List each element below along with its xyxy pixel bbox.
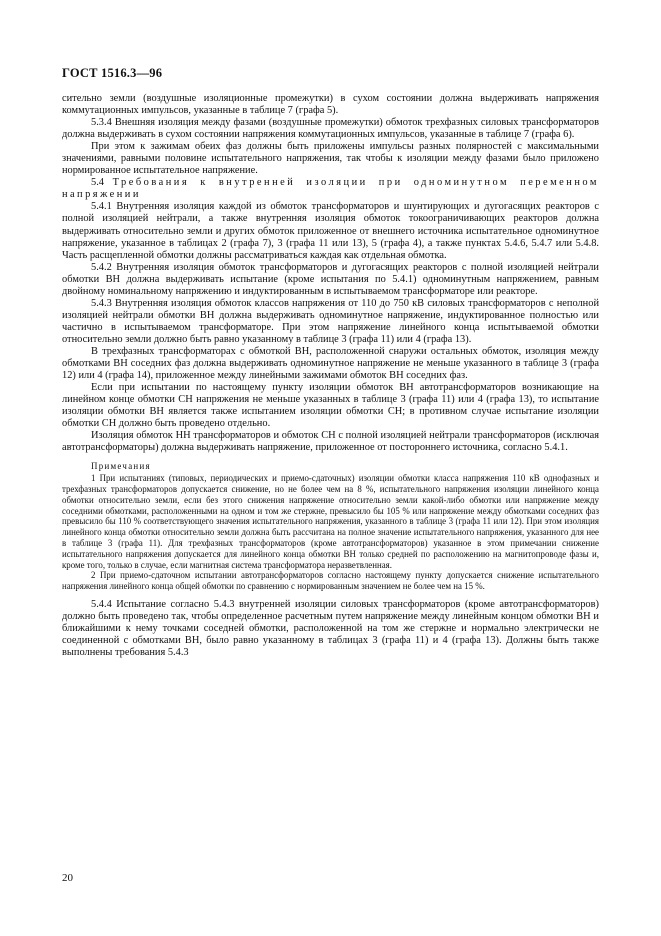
paragraph-5-4-4: 5.4.4 Испытание согласно 5.4.3 внутренней изоляции силовых трансформаторов (кроме автотрансформаторов) должно быть проведено так, чтобы определенное расчетным путем напряжение между линейным концом обмотки ВН и ближайшими к нему точками соседней обмотки, расположенной на том же стержне и нормально электрически не соединенной с обмотками ВН, было равно указанному в таблицах 3 (графа 11) и 4 (графа 13). Должны быть также выполнены требования 5.4.3 [62,598,599,659]
note-1: 1 При испытаниях (типовых, периодических и приемо-сдаточных) изоляции обмотки класса напряжения 110 кВ однофазных и трехфазных трансформаторов допускается снижение, но не более чем на 8 %, испытательного напряжения изоляции линейного конца обмотки относительно земли, если без этого снижения напряжение относительно земли какой-либо обмотки или напряжение между соседними обмотками, расположенными на одном и том же стержне, превысило бы 105 % или напряжение между обмотками соседних фаз превысило бы 110 % соответствующего значения испытательного напряжения, указанного в таблице 3 (графа 11 или 12). При этом изоляция линейного конца обмотки относительно земли должна быть рассчитана на полное значение испытательного напряжения, указанного для нее в таблице 3 (графа 11). Для трехфазных трансформаторов (кроме автотрансформаторов) указанное в этом примечании снижение испытательного напряжения допускается для линейного конца обмотки ВН только средней по расположению на магнитопроводе фазы и, кроме того, только в случае, если магнитная система трансформатора неразветвленная. [62,473,599,570]
paragraph-low-voltage: Изоляция обмоток НН трансформаторов и обмоток СН с полной изоляцией нейтрали трансформаторов (исключая автотрансформаторы) должна выдерживать напряжение, приложенное от постороннего источника, согласно 5.4.1. [62,430,599,454]
section-title: Требования к внутренней изоляции при одноминутном переменном напряжении [62,177,599,201]
document-body [62,93,599,659]
paragraph-three-phase: В трехфазных трансформаторах с обмоткой ВН, расположенной снаружи остальных обмоток, изоляция между обмотками ВН соседних фаз должна выдерживать одноминутное напряжение не меньше указанного в таблице 3 (графа 12) или 4 (графа 14), приложенное между линейными зажимами обмоток ВН соседних фаз. [62,345,599,382]
note-2: 2 При приемо-сдаточном испытании автотрансформаторов согласно настоящему пункту допускается снижение испытательного напряжения линейного конца общей обмотки по сравнению с нормированным значением не более чем на 15 %. [62,570,599,592]
section-heading-5-4 [62,177,599,201]
notes-block [62,461,599,592]
notes-title: Примечания [91,461,151,472]
paragraph-5-4-2: 5.4.2 Внутренняя изоляция обмоток трансформаторов и дугогасящих реакторов с полной изоляцией нейтрали обмотки ВН должна выдерживать испытание (кроме испытания по 5.4.1) одноминутным напряжением, равным двойному номинальному напряжению и индуктированным в испытываемом трансформаторе или реакторе. [62,261,599,297]
document-code: ГОСТ 1516.3—96 [62,66,163,80]
page-number: 20 [62,872,73,884]
paragraph-5-3-4: 5.3.4 Внешняя изоляция между фазами (воздушные промежутки) обмоток трехфазных силовых трансформаторов должна выдерживать в сухом состоянии напряжения коммутационных импульсов, указанные в таблице 7 (графа 6). [62,117,599,141]
paragraph-autotransformers: Если при испытании по настоящему пункту изоляции обмоток ВН автотрансформаторов возникающие на линейном конце обмотки СН напряжения не меньше указанных в таблице 3 (графа 11) или 4 (графа 13), то испытание изоляции обмотки ВН является также испытанием изоляции обмотки СН; в противном случае испытание изоляции обмотки СН должно быть проведено отдельно. [62,382,599,430]
section-number: 5.4 [91,177,104,189]
paragraph-continuation: сительно земли (воздушные изоляционные промежутки) в сухом состоянии должна выдерживать напряжения коммутационных импульсов, указанные в таблице 7 (графа 5). [62,93,599,117]
paragraph-5-4-3: 5.4.3 Внутренняя изоляция обмоток классов напряжения от 110 до 750 кВ силовых трансформаторов с неполной изоляцией нейтрали обмотки ВН должна выдерживать одноминутное напряжение, индуктированное полностью или частично в испытываемом трансформаторе. При этом напряжение линейного конца испытываемой обмотки относительно земли должно быть равно указанному в таблице 3 (графа 11) или 4 (графа 13). [62,297,599,345]
paragraph-5-4-1: 5.4.1 Внутренняя изоляция каждой из обмоток трансформаторов и шунтирующих и дугогасящих реакторов с полной изоляцией нейтрали, а также внутренняя изоляция обмоток токоограничивающих реакторов должна выдерживать относительно земли и других обмоток приложенное от внешнего источника испытательное одноминутное напряжение, указанное в таблицах 2 (графа 7), 3 (графа 11 или 13), 5 (графа 4), а также пунктах 5.4.6, 5.4.7 или 5.4.8. Часть расщепленной обмотки должны рассматриваться каждая как отдельная обмотка. [62,201,599,261]
paragraph-polarity: При этом к зажимам обеих фаз должны быть приложены импульсы разных полярностей с максимальными значениями, равными половине испытательного напряжения, так чтобы к изоляции между фазами было приложено нормированное испытательное напряжение. [62,141,599,177]
